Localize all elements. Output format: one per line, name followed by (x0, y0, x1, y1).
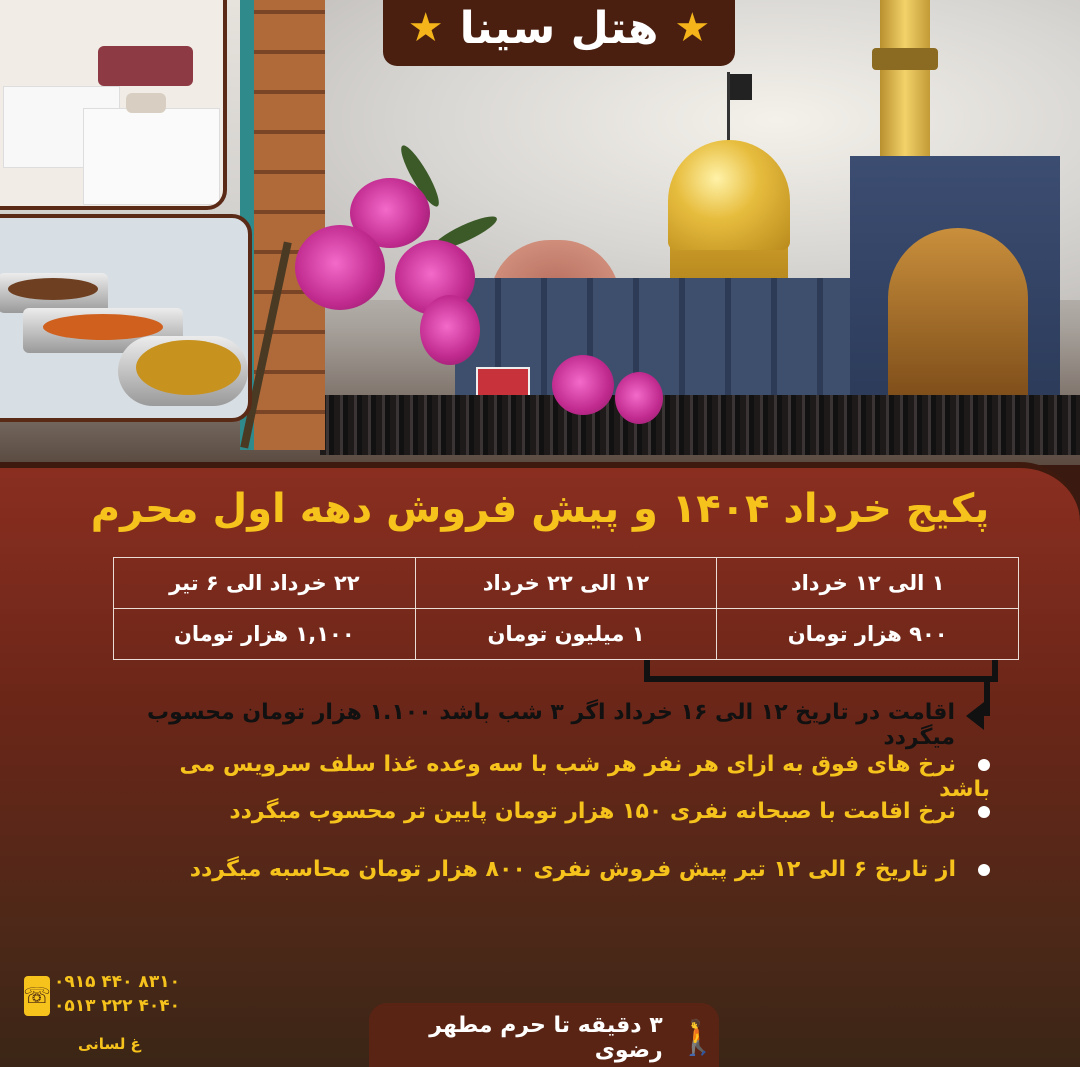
pink-flower (295, 225, 385, 310)
period-cell: ۱۲ الی ۲۲ خرداد (415, 558, 717, 609)
bedroom-photo (0, 0, 227, 210)
note-text: نرخ اقامت با صبحانه نفری ۱۵۰ هزار تومان پایین تر محسوب میگردد (229, 799, 956, 824)
bracket-connector (644, 660, 998, 682)
stay-note: اقامت در تاریخ ۱۲ الی ۱۶ خرداد اگر ۳ شب باشد ۱.۱۰۰ هزار تومان محسوب میگردد (146, 700, 955, 750)
walking-person-icon: 🚶 (676, 1018, 719, 1058)
distance-text: ۳ دقیقه تا حرم مطهر رضوی (429, 1013, 663, 1063)
pink-flower (552, 355, 614, 415)
buffet-photo (0, 214, 252, 422)
designer-credit: غ لسانی (78, 1035, 141, 1053)
golden-dome (668, 140, 790, 250)
connector-stem (984, 682, 990, 716)
phone-number[interactable]: ۰۵۱۳ ۲۲۲ ۴۰۴۰ (54, 996, 180, 1016)
black-flag (730, 74, 752, 100)
pink-flower (420, 295, 480, 365)
iwan-golden-arch (888, 228, 1028, 408)
table-row (114, 558, 1019, 609)
food-dish (136, 340, 241, 395)
pink-flower (615, 372, 663, 424)
golden-minaret (880, 0, 930, 170)
minaret-balcony (872, 48, 938, 70)
hotel-name: هتل سینا (459, 2, 659, 54)
price-table (113, 557, 1019, 660)
note-text: نرخ های فوق به ازای هر نفر هر شب با سه وعده غذا سلف سرویس می باشد (179, 752, 990, 802)
hotel-title-tab (383, 0, 735, 66)
phone-icon: ☏ (24, 976, 50, 1016)
star-icon: ★ (674, 5, 711, 51)
period-cell: ۲۲ خرداد الی ۶ تیر (114, 558, 416, 609)
star-icon: ★ (407, 5, 444, 51)
note-text: از تاریخ ۶ الی ۱۲ تیر پیش فروش نفری ۸۰۰ هزار تومان محاسبه میگردد (189, 857, 956, 882)
table-row (114, 609, 1019, 660)
price-cell: ۹۰۰ هزار تومان (717, 609, 1019, 660)
bed-headboard (98, 46, 193, 86)
nightstand (126, 93, 166, 113)
package-title: پکیج خرداد ۱۴۰۴ و پیش فروش دهه اول محرم (90, 486, 990, 532)
price-cell: ۱ میلیون تومان (415, 609, 717, 660)
period-cell: ۱ الی ۱۲ خرداد (717, 558, 1019, 609)
price-cell: ۱,۱۰۰ هزار تومان (114, 609, 416, 660)
pilgrim-crowd (320, 395, 1080, 455)
bed (83, 108, 220, 205)
phone-number[interactable]: ۰۹۱۵ ۴۴۰ ۸۳۱۰ (54, 972, 180, 992)
shrine-photo (0, 0, 1080, 465)
food-dish (8, 278, 98, 300)
distance-badge (369, 1003, 719, 1067)
arrow-icon (966, 702, 984, 730)
